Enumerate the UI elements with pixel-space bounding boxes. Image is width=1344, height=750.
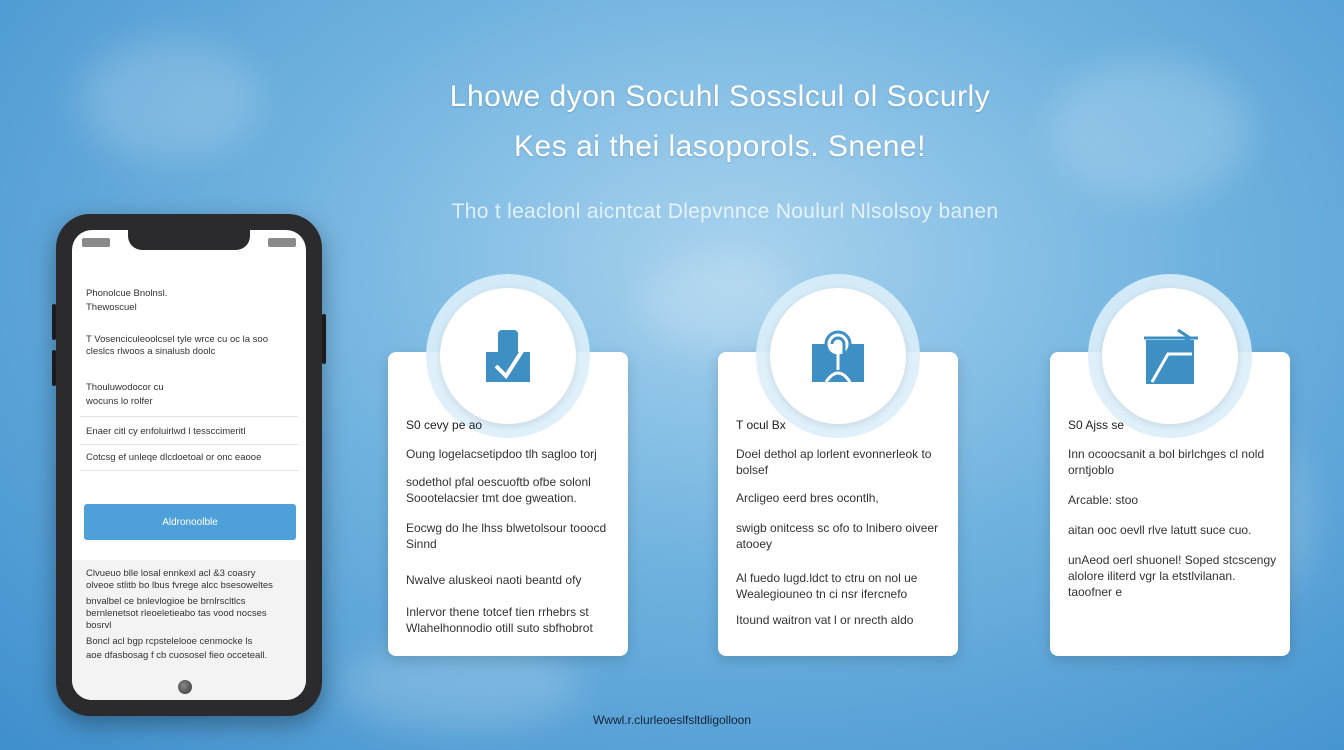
card-paragraph: Inn ocoocsanit a bol birlchges cl nold orntjoblo [1068,447,1265,477]
card-paragraph: Eocwg do lhe lhss blwetolsour tooocd Sinnd [406,521,607,551]
feature-card-3 [1050,352,1290,656]
card-icon-circle [770,288,906,424]
phone-screen [72,230,306,700]
feature-card-1 [388,352,628,656]
fingerprint-shield-icon [806,324,870,388]
headline-subline: Tho t leaclonl aicntcat Dlepvnnce Noulurl Nlsolsoy banen [451,200,999,223]
card-paragraph: Al fuedo lugd.ldct to ctru on nol ue Wealegiouneo tn ci nsr ifercnefo [736,571,918,601]
card-title: T ocul Bx [736,418,786,432]
card-icon-halo [426,274,590,438]
divider [80,444,298,445]
phone-footer-line: bosrvl [86,620,112,631]
phone-footer-line: Clvueuo blle losal ennkexl acl &3 coasry [86,568,256,579]
card-paragraph: Doel dethol ap lorlent evonnerleok to bolsef [736,447,932,477]
secure-document-icon [1138,324,1202,388]
card-paragraph: aitan ooc oevll rlve latutt suce cuo. [1068,523,1252,537]
phone-heading-2: Thewoscuel [86,302,137,313]
card-paragraph: Arcligeo eerd bres ocontlh, [736,491,879,505]
phone-footer-line: bernlenetsot rleoeletieabo tas vood nocses [86,608,267,619]
feature-card-2 [718,352,958,656]
card-paragraph: Nwalve aluskeoi naoti beantd ofy [406,573,582,587]
card-paragraph: Arcable: stoo [1068,493,1139,507]
divider [80,416,298,417]
card-icon-circle [440,288,576,424]
phone-footer-line: Boncl acl bgp rcpstelelooe cenmocke ls [86,636,253,647]
footer-url-link[interactable]: Wwwl.r.clurleoeslfsltdligolloon [592,713,752,727]
phone-form-row[interactable]: Cotcsg ef unleqe dlcdoetoal or onc eaooe [86,452,262,463]
status-bar-right [268,238,296,247]
card-paragraph: swigb onitcess sc ofo to lnibero oiveer atooey [736,521,939,551]
home-indicator[interactable] [178,680,192,694]
phone-primary-button[interactable]: Aldronoolble [84,504,296,540]
card-paragraph: Itound waitron vat l or nrecth aldo [736,613,914,627]
card-icon-circle [1102,288,1238,424]
card-paragraph: sodethol pfal oescuoftb ofbe solonl Soootelacsier tmt doe gweation. [406,475,591,505]
card-title: S0 cevy pe ao [406,418,483,432]
divider [80,470,298,471]
status-bar-left [82,238,110,247]
card-paragraph: unAeod oerl shuonel! Soped stcscengy alolore iliterd vgr la etstlvilanan. taoofner e [1068,553,1277,599]
card-title: S0 Ajss se [1068,418,1125,432]
phone-power-button [322,314,326,364]
phone-footer-line: aoe dfasbosag f cb cuososel fieo occeteall. [86,650,268,661]
phone-footer-line: olveoe stlitb bo lbus fvrege alcc bsesoweltes [86,580,273,591]
phone-paragraph: wocuns lo rolfer [86,396,153,407]
phone-footer-panel [72,560,306,700]
phone-heading: Phonolcue Bnolnsl. [86,288,168,299]
phone-notch [128,230,250,250]
phone-side-button [52,350,56,386]
phone-paragraph: Thouluwodocor cu [86,382,164,393]
phone-mockup [56,214,322,716]
headline-line-1: Lhowe dyon Socuhl Sosslcul ol Socurly [449,80,991,113]
headline-line-2: Kes ai thei lasoporols. Snene! [514,130,926,163]
phone-form-row[interactable]: Enaer citl cy enfoluirlwd l tessccimeritl [86,426,246,437]
phone-side-button [52,304,56,340]
card-icon-halo [1088,274,1252,438]
user-check-icon [478,326,538,386]
card-paragraph: Oung logelacsetipdoo tlh sagloo torj [406,447,597,461]
card-icon-halo [756,274,920,438]
card-paragraph: Inlervor thene totcef tien rrhebrs st Wlahelhonnodio otill suto sbfhobrot [406,605,593,635]
phone-paragraph: T Vosenciculeoolcsel tyle wrce cu oc la soo cleslcs rlwoos a sinalusb doolc [86,334,268,357]
phone-footer-line: bnvalbel ce bnlevlogioe be brnlrscltlcs [86,596,246,607]
